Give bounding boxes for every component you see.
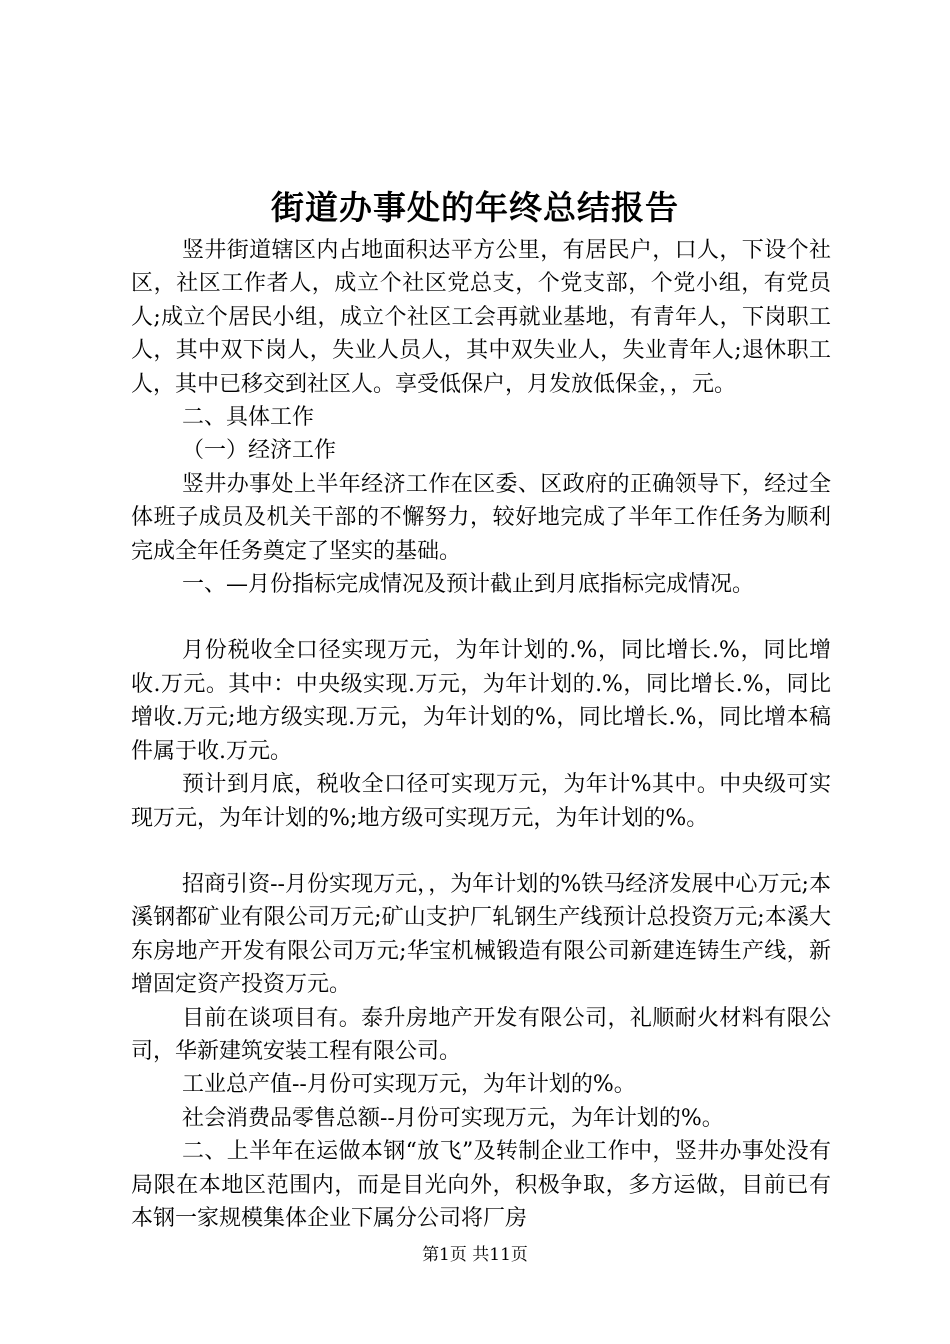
paragraph-enterprise-work: 二、上半年在运做本钢“放飞”及转制企业工作中，竖井办事处没有局限在本地区范围内，而是目光向外，积极争取，多方运做，目前已有本钢一家规模集体企业下属分公司将厂房	[131, 1139, 831, 1231]
paragraph-overview: 竖井街道辖区内占地面积达平方公里，有居民户，口人，下设个社区，社区工作者人，成立个社区党总支，个党支部，个党小组，有党员人;成立个居民小组，成立个社区工会再就业基地，有青年人，下岗职工人，其中双下岗人，失业人员人，其中双失业人，失业青年人;退休职工人，其中已移交到社区人。享受低保户，月发放低保金，，元。	[131, 238, 831, 397]
heading-economic-work: （一）经济工作	[182, 438, 337, 464]
paragraph-retail-sales: 社会消费品零售总额--月份可实现万元，为年计划的%。	[182, 1105, 724, 1131]
paragraph-economic-summary: 竖井办事处上半年经济工作在区委、区政府的正确领导下，经过全体班子成员及机关干部的不懈努力，较好地完成了半年工作任务为顺利完成全年任务奠定了坚实的基础。	[131, 471, 831, 564]
document-body	[131, 234, 831, 1235]
document-title: 街道办事处的年终总结报告	[271, 188, 679, 227]
heading-specific-work: 二、具体工作	[182, 405, 315, 431]
page-footer: 第1页 共11页	[422, 1245, 528, 1265]
heading-indicator-status: 一、—月份指标完成情况及预计截止到月底指标完成情况。	[182, 572, 755, 598]
paragraph-tax-forecast: 预计到月底，税收全口径可实现万元，为年计%其中。中央级可实现万元，为年计划的%;地方级可实现万元，为年计划的%。	[131, 772, 831, 831]
paragraph-investment: 招商引资--月份实现万元，，为年计划的%铁马经济发展中心万元;本溪钢都矿业有限公司万元;矿山支护厂轧钢生产线预计总投资万元;本溪大东房地产开发有限公司万元;华宝机械锻造有限公司新建连铸生产线，新增固定资产投资万元。	[131, 871, 831, 998]
paragraph-industrial-output: 工业总产值--月份可实现万元，为年计划的%。	[182, 1072, 636, 1098]
paragraph-projects-in-talks: 目前在谈项目有。泰升房地产开发有限公司，礼顺耐火材料有限公司，华新建筑安装工程有限公司。	[131, 1005, 831, 1064]
paragraph-tax-revenue: 月份税收全口径实现万元，为年计划的.%，同比增长.%，同比增收.万元。其中：中央级实现.万元，为年计划的.%，同比增长.%，同比增收.万元;地方级实现.万元，为年计划的%，同比增长.%，同比增本稿件属于收.万元。	[131, 638, 831, 764]
